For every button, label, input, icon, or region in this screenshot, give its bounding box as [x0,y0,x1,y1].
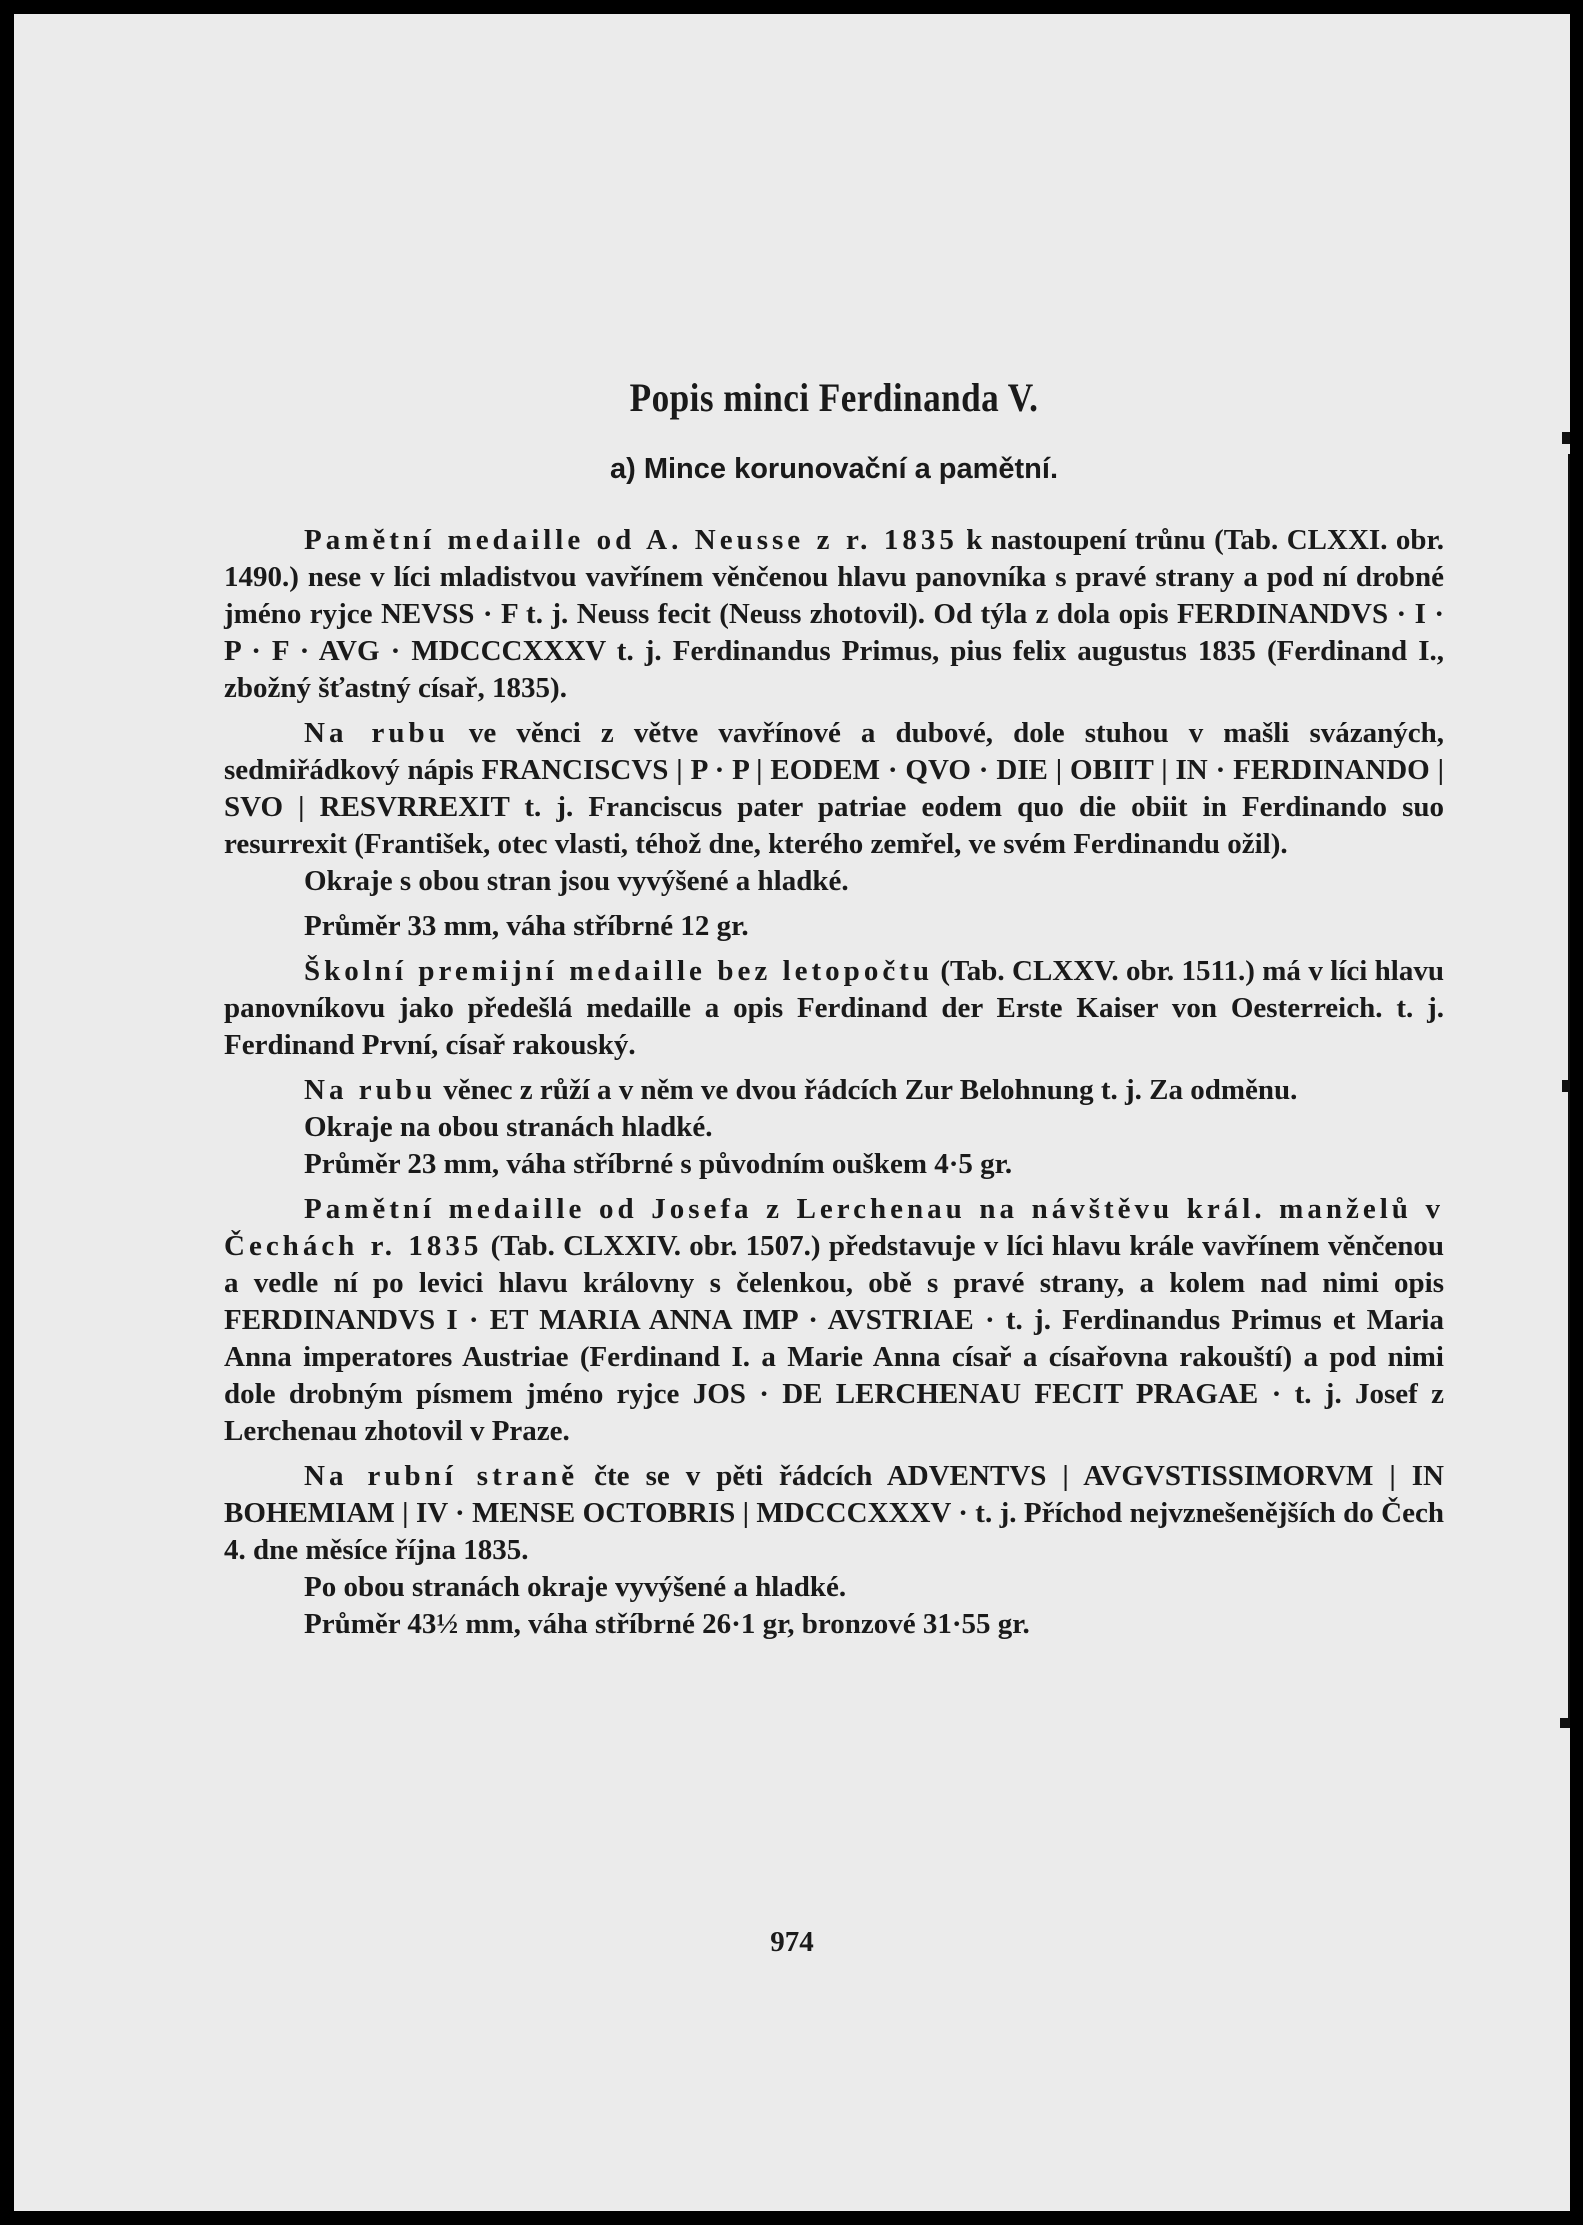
edge-mark [1562,432,1570,444]
paragraph [224,1146,1444,1183]
scanned-page [14,14,1570,2211]
paragraph-text: čte se v pěti řádcích ADVENTVS | AVGVSTISSIMORVM | IN BOHEMIAM | IV · MENSE OCTOBRIS | MDCCCXXXV · t. j. Příchod nejvznešenějších do Čech 4. dne měsíce října 1835. [224,1460,1444,1566]
paragraph [224,1072,1444,1109]
edge-mark [1560,1718,1570,1728]
paragraph-text: věnec z růží a v něm ve dvou řádcích Zur Belohnung t. j. Za odměnu. [435,1074,1298,1106]
paragraph-lead: Na rubu [304,717,449,749]
paragraph-text: ve věnci z větve vavřínové a dubové, dole stuhou v mašli svázaných, sedmiřádkový nápis FRANCISCVS | P · P | EODEM · QVO · DIE | OBIIT | IN · FERDINANDO | SVO | RESVRREXIT t. j. Franciscus pater patriae eodem quo die obiit in Ferdinando suo resurrexit (František, otec vlasti, téhož dne, kterého zemřel, ve svém Ferdinandu ožil). [224,717,1444,860]
page-title: Popis minci Ferdinanda V. [629,375,1039,420]
paragraph [224,522,1444,707]
edge-mark [1562,1080,1570,1092]
paragraph-text: (Tab. CLXXV. obr. 1511.) má v líci hlavu panovníkovu jako předešlá medaille a opis Ferdinand der Erste Kaiser von Oesterreich. t. j. Ferdinand První, císař rakouský. [224,955,1444,1061]
paragraph [224,953,1444,1064]
page-number: 974 [770,1926,814,1958]
paragraph [224,715,1444,863]
paragraph [224,1569,1444,1606]
paragraph-text: (Tab. CLXXIV. obr. 1507.) představuje v líci hlavu krále vavřínem věnčenou a vedle ní po levici hlavu královny s čelenkou, obě s pravé strany, a kolem nad nimi opis FERDINANDVS I · ET MARIA ANNA IMP · AVSTRIAE · t. j. Ferdinandus Primus et Maria Anna imperatores Austriae (Ferdinand I. a Marie Anna císař a císařovna rakouští) a pod nimi dole drobným písmem jméno ryjce JOS · DE LERCHENAU FECIT PRAGAE · t. j. Josef z Lerchenau zhotovil v Praze. [224,1230,1444,1447]
paragraph-lead: Školní premijní medaille bez letopočtu [304,955,933,987]
paragraph-lead: Pamětní medaille od Josefa z Lerchenau na návštěvu král. manželů v Čechách r. 1835 [224,1193,1444,1262]
paragraph [224,1191,1444,1450]
paragraph [224,908,1444,945]
paragraph-lead: Pamětní medaille od A. Neusse z r. 1835 [304,524,958,556]
paragraph [224,1458,1444,1569]
paragraph-text: Průměr 43½ mm, váha stříbrné 26·1 gr, bronzové 31·55 gr. [304,1608,1030,1640]
section-heading: a) Mince korunovační a pamětní. [610,453,1058,485]
paragraph-text: Průměr 33 mm, váha stříbrné 12 gr. [304,910,749,942]
paragraph-text: Po obou stranách okraje vyvýšené a hladké. [304,1571,847,1603]
paragraph [224,863,1444,900]
paragraph [224,1606,1444,1643]
paragraph [224,1109,1444,1146]
paragraph-text: Okraje na obou stranách hladké. [304,1111,713,1143]
paragraph-text: Průměr 23 mm, váha stříbrné s původním ouškem 4·5 gr. [304,1148,1013,1180]
paragraph-text: Okraje s obou stran jsou vyvýšené a hladké. [304,865,849,897]
paragraph-lead: Na rubu [304,1074,436,1106]
paragraph-text: k nastoupení trůnu (Tab. CLXXI. obr. 1490.) nese v líci mladistvou vavřínem věnčenou hlavu panovníka s pravé strany a pod ní drobné jméno ryjce NEVSS · F t. j. Neuss fecit (Neuss zhotovil). Od týla z dola opis FERDINANDVS · I · P · F · AVG · MDCCCXXXV t. j. Ferdinandus Primus, pius felix augustus 1835 (Ferdinand I., zbožný šťastný císař, 1835). [224,524,1444,704]
article [224,374,1444,1643]
paragraph-lead: Na rubní straně [304,1460,579,1492]
